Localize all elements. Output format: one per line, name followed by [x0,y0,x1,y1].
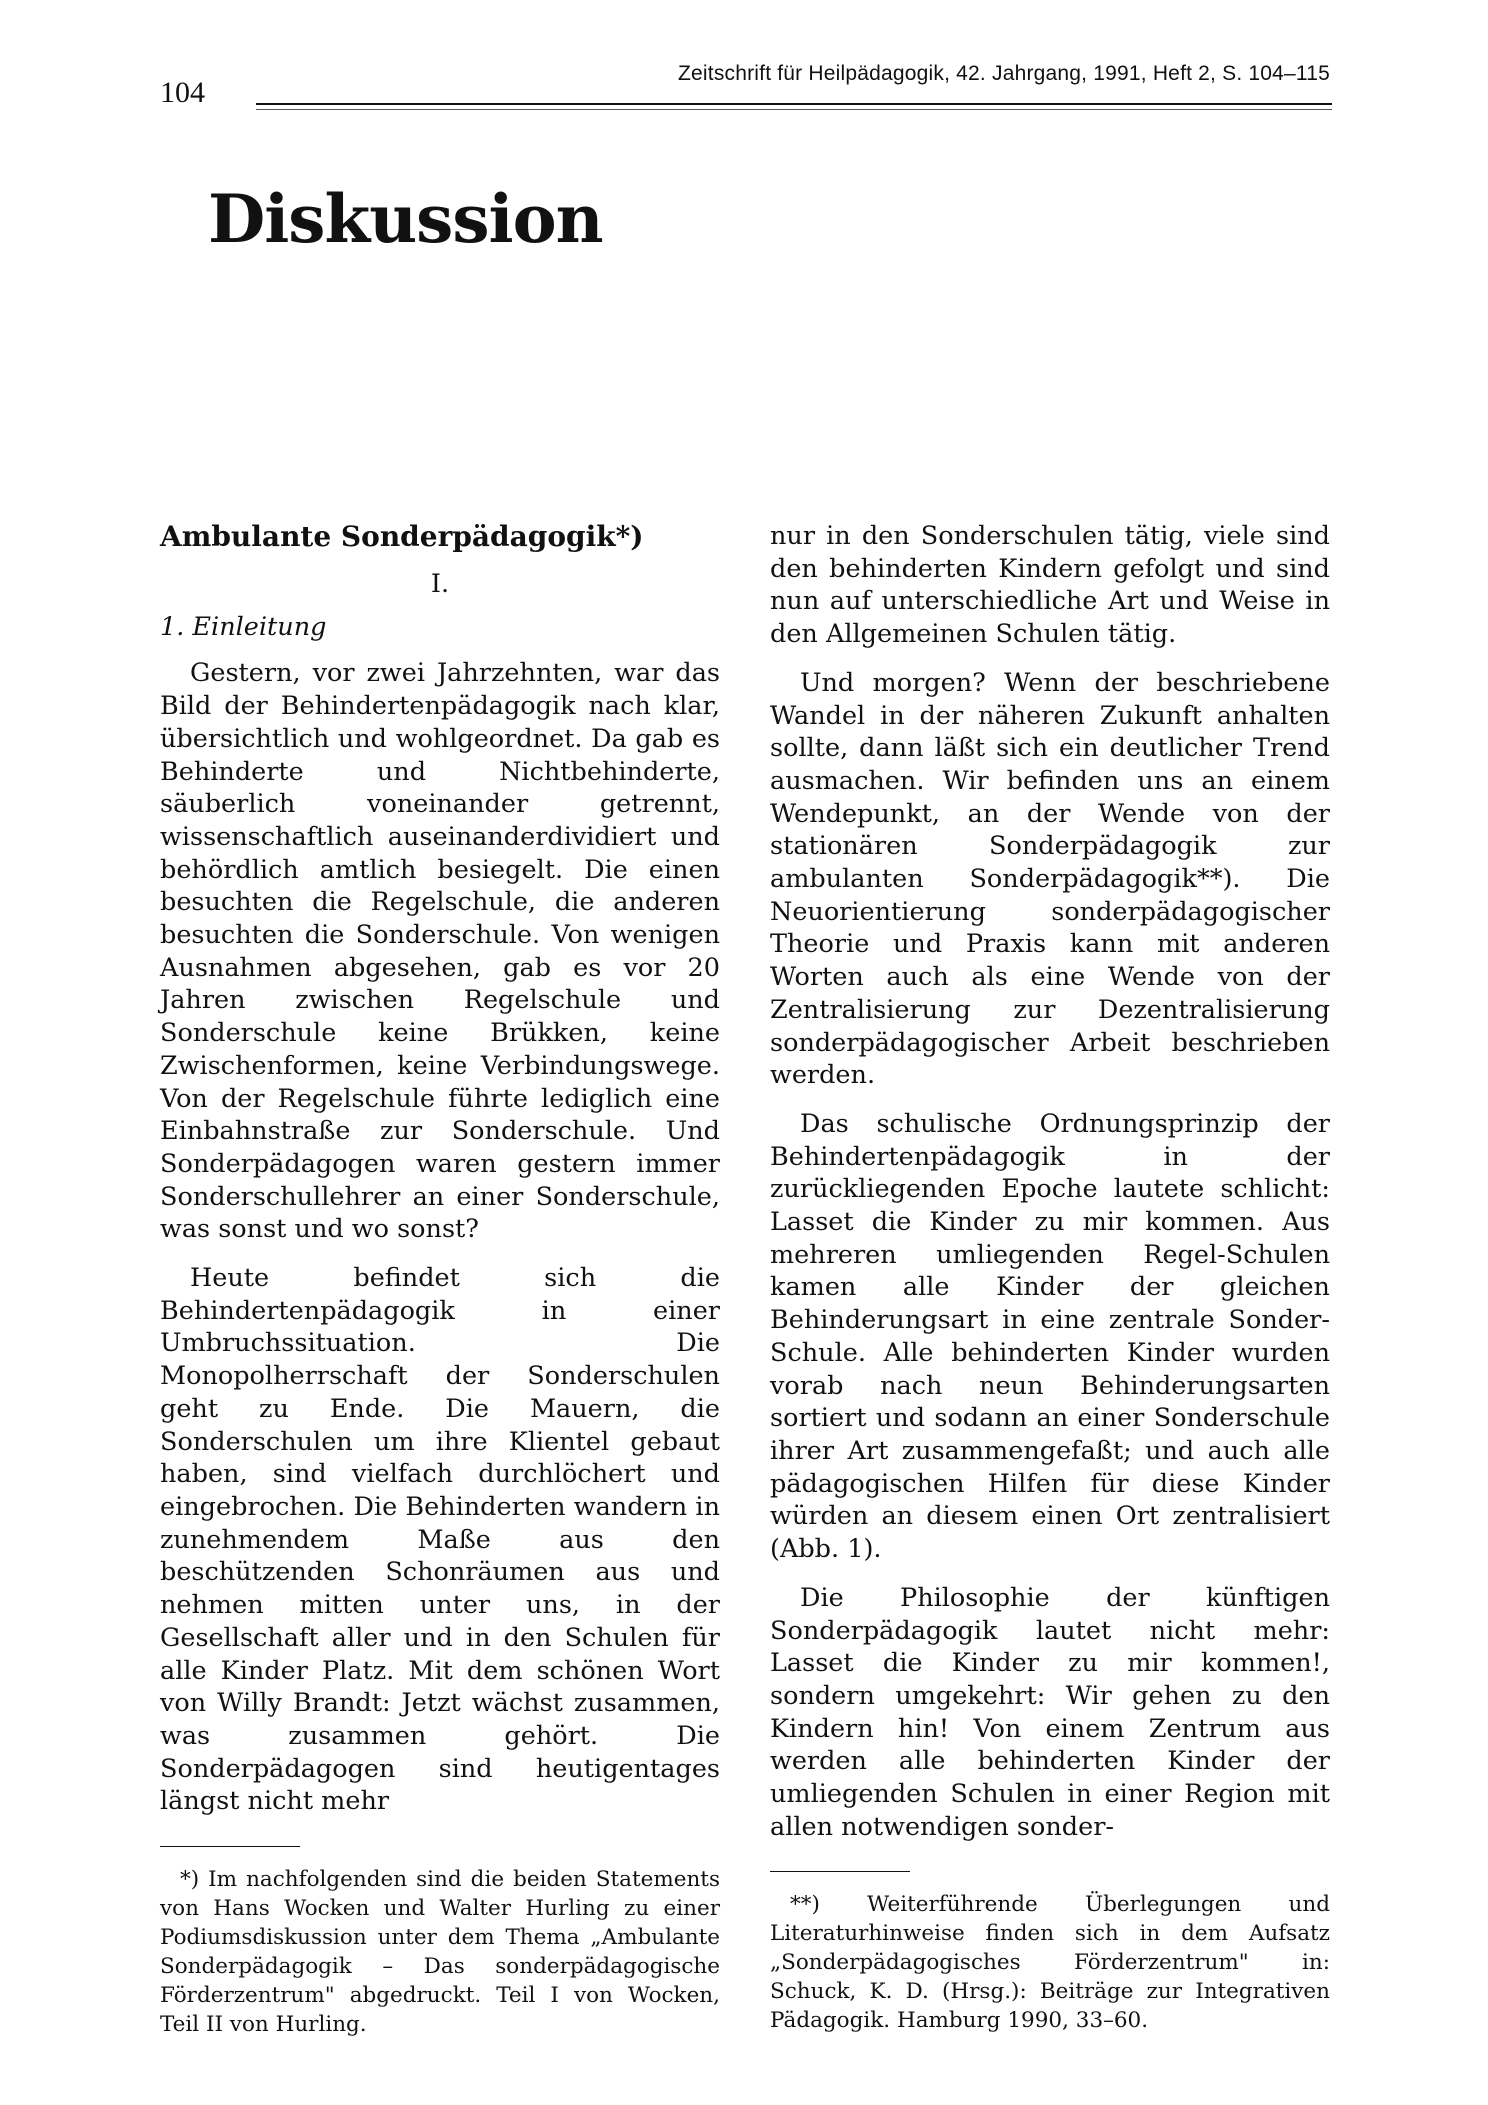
footnote-rule [770,1871,910,1872]
left-column [160,520,720,2039]
article-title: Ambulante Sonderpädagogik*) [160,520,644,553]
section-label: Diskussion [208,180,603,258]
subheading: 1. Einleitung [160,611,327,642]
running-head: Zeitschrift für Heilpädagogik, 42. Jahrgang, 1991, Heft 2, S. 104–115 [678,62,1330,85]
footnote: *) Im nachfolgenden sind die beiden Statements von Hans Wocken und Walter Hurling zu einer Podiumsdiskussion unter dem Thema „Ambulante Sonderpädagogik – Das sonderpädagogische Förderzentrum" abgedruckt. Teil I von Wocken, Teil II von Hurling. [160,1867,720,2038]
right-column [770,520,1330,2035]
footnote-rule [160,1846,300,1847]
header-rule [256,103,1332,105]
body-paragraph: Und morgen? Wenn der beschriebene Wandel in der näheren Zukunft anhalten sollte, dann läßt sich ein deutlicher Trend ausmachen. Wir befinden uns an einem Wendepunkt, an der Wende von der stationären Sonderpädagogik zur ambulanten Sonderpädagogik**). Die Neuorientierung sonderpädagogischer Theorie und Praxis kann mit anderen Worten auch als eine Wende von der Zentralisierung zur Dezentralisierung sonderpädagogischer Arbeit beschrieben werden. [770,667,1330,1091]
footnote: **) Weiterführende Überlegungen und Literaturhinweise finden sich in dem Aufsatz „Sonderpädagogisches Förderzentrum" in: Schuck, K. D. (Hrsg.): Beiträge zur Integrativen Pädagogik. Hamburg 1990, 33–60. [770,1892,1330,2034]
body-paragraph: Das schulische Ordnungsprinzip der Behindertenpädagogik in der zurückliegenden Epoche lautete schlicht: Lasset die Kinder zu mir kommen. Aus mehreren umliegenden Regel-Schulen kamen alle Kinder der gleichen Behinderungsart in eine zentrale Sonder-Schule. Alle behinderten Kinder wurden vorab nach neun Behinderungsarten sortiert und sodann an einer Sonderschule ihrer Art zusammengefaßt; und auch alle pädagogischen Hilfen für diese Kinder würden an diesem einen Ort zentralisiert (Abb. 1). [770,1108,1330,1565]
body-paragraph: nur in den Sonderschulen tätig, viele sind den behinderten Kindern gefolgt und sind nun auf unterschiedliche Art und Weise in den Allgemeinen Schulen tätig. [770,521,1330,650]
part-number: I. [430,569,450,599]
body-paragraph: Heute befindet sich die Behindertenpädagogik in einer Umbruchssituation. Die Monopolherrschaft der Sonderschulen geht zu Ende. Die Mauern, die Sonderschulen um ihre Klientel gebaut haben, sind vielfach durchlöchert und eingebrochen. Die Behinderten wandern in zunehmendem Maße aus den beschützenden Schonräumen aus und nehmen mitten unter uns, in der Gesellschaft aller und in den Schulen für alle Kinder Platz. Mit dem schönen Wort von Willy Brandt: Jetzt wächst zusammen, was zusammen gehört. Die Sonderpädagogen sind heutigentages längst nicht mehr [160,1263,720,1817]
body-paragraph: Die Philosophie der künftigen Sonderpädagogik lautet nicht mehr: Lasset die Kinder zu mir kommen!, sondern umgekehrt: Wir gehen zu den Kindern hin! Von einem Zentrum aus werden alle behinderten Kinder der umliegenden Schulen in einer Region mit allen notwendigen sonder- [770,1582,1330,1842]
page-number: 104 [160,76,205,109]
body-paragraph: Gestern, vor zwei Jahrzehnten, war das Bild der Behindertenpädagogik nach klar, übersichtlich und wohlgeordnet. Da gab es Behinderte und Nichtbehinderte, säuberlich voneinander getrennt, wissenschaftlich auseinanderdividiert und behördlich amtlich besiegelt. Die einen besuchten die Regelschule, die anderen besuchten die Sonderschule. Von wenigen Ausnahmen abgesehen, gab es vor 20 Jahren zwischen Regelschule und Sonderschule keine Brükken, keine Zwischenformen, keine Verbindungswege. Von der Regelschule führte lediglich eine Einbahnstraße zur Sonderschule. Und Sonderpädagogen waren gestern immer Sonderschullehrer an einer Sonderschule, was sonst und wo sonst? [160,658,720,1245]
header-rule-secondary [256,109,1332,110]
